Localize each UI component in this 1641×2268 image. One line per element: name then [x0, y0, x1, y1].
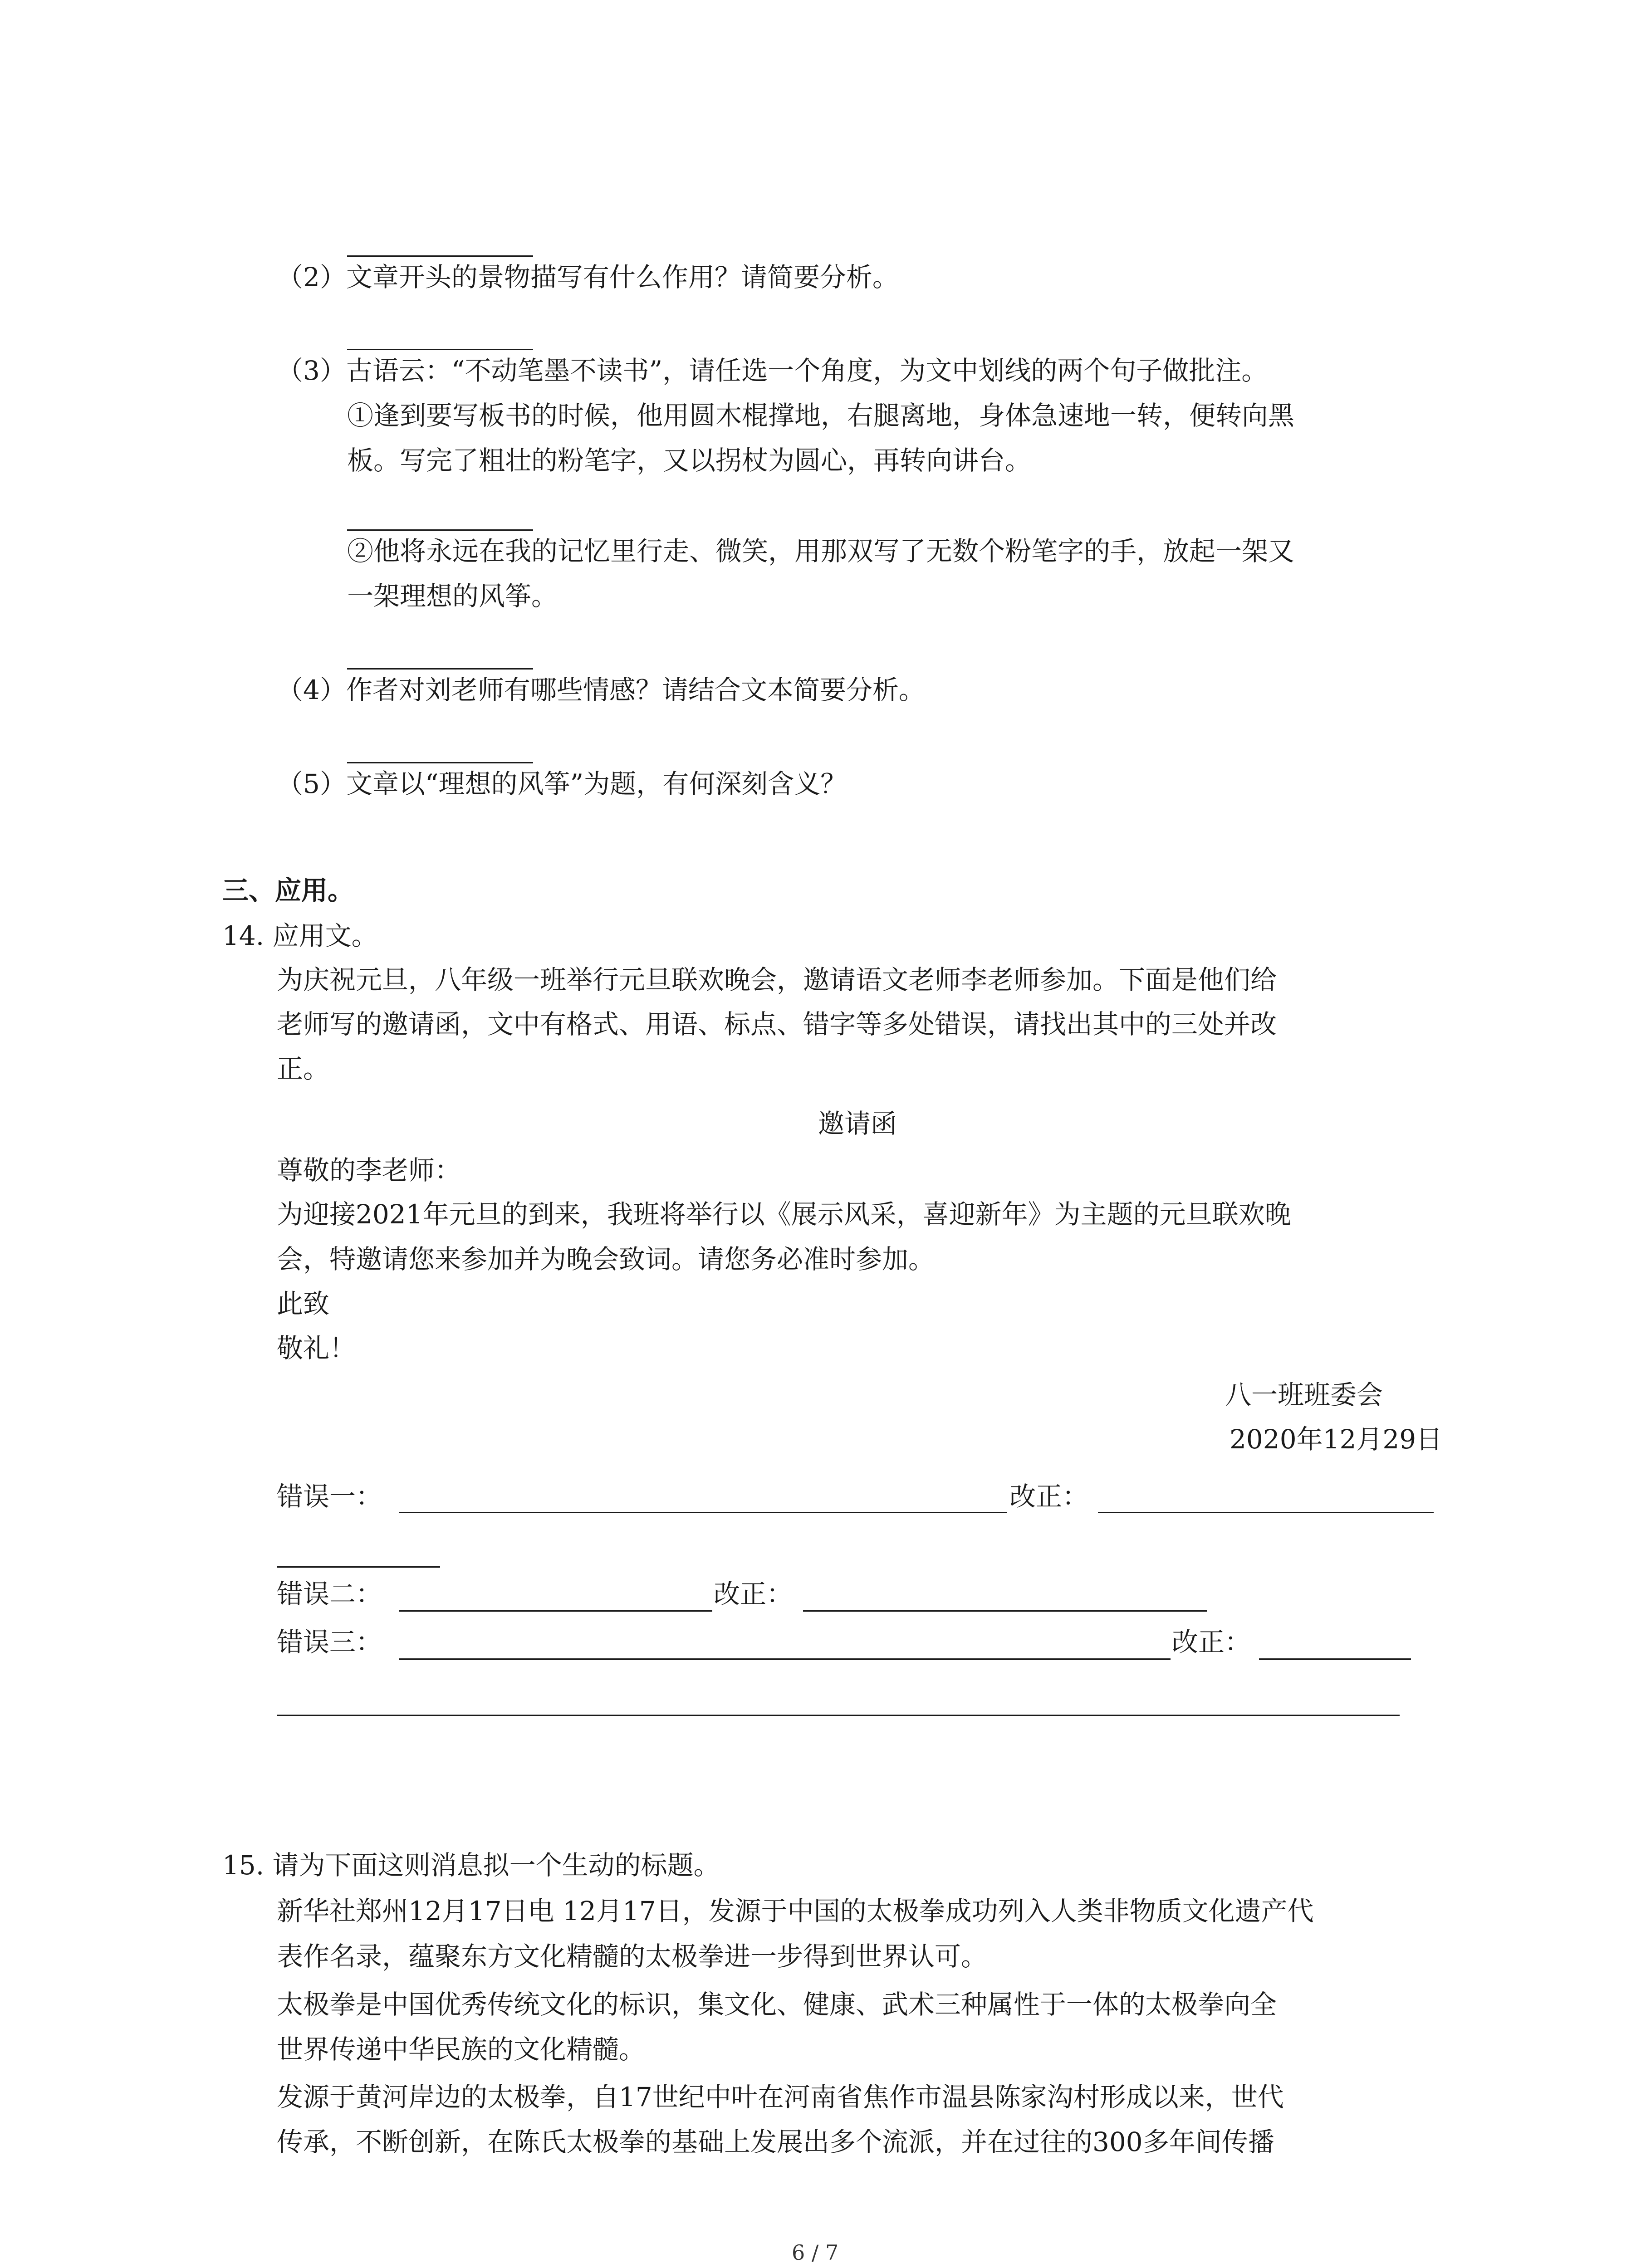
- error-3-label: 错误三：: [277, 1627, 382, 1657]
- q15-para2-line2: 世界传递中华民族的文化精髓。: [277, 2034, 646, 2065]
- fix-1-blank[interactable]: [1098, 1512, 1434, 1513]
- letter-body-line2: 会，特邀请您来参加并为晚会致词。请您务必准时参加。: [277, 1244, 935, 1275]
- answer-line: [347, 349, 533, 350]
- error-3-blank[interactable]: [399, 1658, 1171, 1660]
- letter-signature: 八一班班委会: [1225, 1379, 1383, 1410]
- q13-sub4: （4）作者对刘老师有哪些情感？请结合文本简要分析。: [277, 675, 925, 705]
- q14-number: 14. 应用文。: [222, 920, 378, 951]
- section-heading: 三、应用。: [222, 875, 354, 906]
- page-number: 6 / 7: [792, 2240, 839, 2265]
- fix-3-blank[interactable]: [1259, 1658, 1411, 1660]
- q14-intro-line1: 为庆祝元旦，八年级一班举行元旦联欢晚会，邀请语文老师李老师参加。下面是他们给: [277, 964, 1277, 995]
- letter-body-line1: 为迎接2021年元旦的到来，我班将举行以《展示风采，喜迎新年》为主题的元旦联欢晚: [277, 1199, 1291, 1230]
- q13-sub3-sentence1-line1: ①逢到要写板书的时候，他用圆木棍撑地，右腿离地，身体急速地一转，便转向黑: [347, 400, 1295, 431]
- q15-para3-line2: 传承，不断创新，在陈氏太极拳的基础上发展出多个流派，并在过往的300多年间传播: [277, 2126, 1274, 2157]
- q15-para1-line1: 新华社郑州12月17日电 12月17日，发源于中国的太极拳成功列入人类非物质文化遗产代: [277, 1896, 1314, 1926]
- answer-line: [347, 668, 533, 670]
- q13-sub3: （3）古语云：“不动笔墨不读书”，请任选一个角度，为文中划线的两个句子做批注。: [277, 355, 1268, 386]
- q13-sub5: （5）文章以“理想的风筝”为题，有何深刻含义？: [277, 768, 847, 799]
- q13-sub3-sentence2-line1: ②他将永远在我的记忆里行走、微笑，用那双写了无数个粉笔字的手，放起一架又: [347, 536, 1295, 567]
- q14-intro-line3: 正。: [277, 1053, 330, 1084]
- q13-sub3-sentence2-line2: 一架理想的风筝。: [347, 581, 558, 611]
- answer-line: [347, 255, 533, 257]
- letter-closing-1: 此致: [277, 1288, 330, 1319]
- fix-2-label: 改正：: [714, 1579, 793, 1609]
- fix-1-blank-continued[interactable]: [277, 1566, 440, 1568]
- letter-closing-2: 敬礼！: [277, 1333, 356, 1364]
- q13-sub3-sentence1-line2: 板。写完了粗壮的粉笔字，又以拐杖为圆心，再转向讲台。: [347, 445, 1032, 476]
- error-2-label: 错误二：: [277, 1579, 382, 1609]
- error-1-label: 错误一：: [277, 1481, 382, 1512]
- fix-3-blank-continued[interactable]: [277, 1715, 1400, 1716]
- letter-salutation: 尊敬的李老师：: [277, 1155, 461, 1186]
- answer-line: [347, 529, 533, 531]
- q13-sub2: （2）文章开头的景物描写有什么作用？请简要分析。: [277, 262, 899, 293]
- error-1-blank[interactable]: [399, 1512, 1007, 1513]
- letter-title: 邀请函: [818, 1108, 897, 1139]
- letter-date: 2020年12月29日: [1230, 1424, 1443, 1455]
- answer-line: [347, 762, 533, 763]
- fix-2-blank[interactable]: [803, 1610, 1207, 1612]
- q15-number: 15. 请为下面这则消息拟一个生动的标题。: [222, 1850, 720, 1881]
- q15-para3-line1: 发源于黄河岸边的太极拳，自17世纪中叶在河南省焦作市温县陈家沟村形成以来，世代: [277, 2082, 1284, 2112]
- fix-1-label: 改正：: [1009, 1481, 1089, 1512]
- error-2-blank[interactable]: [399, 1610, 712, 1612]
- q15-para1-line2: 表作名录，蕴聚东方文化精髓的太极拳进一步得到世界认可。: [277, 1941, 988, 1972]
- q15-para2-line1: 太极拳是中国优秀传统文化的标识，集文化、健康、武术三种属性于一体的太极拳向全: [277, 1989, 1277, 2020]
- q14-intro-line2: 老师写的邀请函，文中有格式、用语、标点、错字等多处错误，请找出其中的三处并改: [277, 1009, 1277, 1040]
- fix-3-label: 改正：: [1172, 1627, 1251, 1657]
